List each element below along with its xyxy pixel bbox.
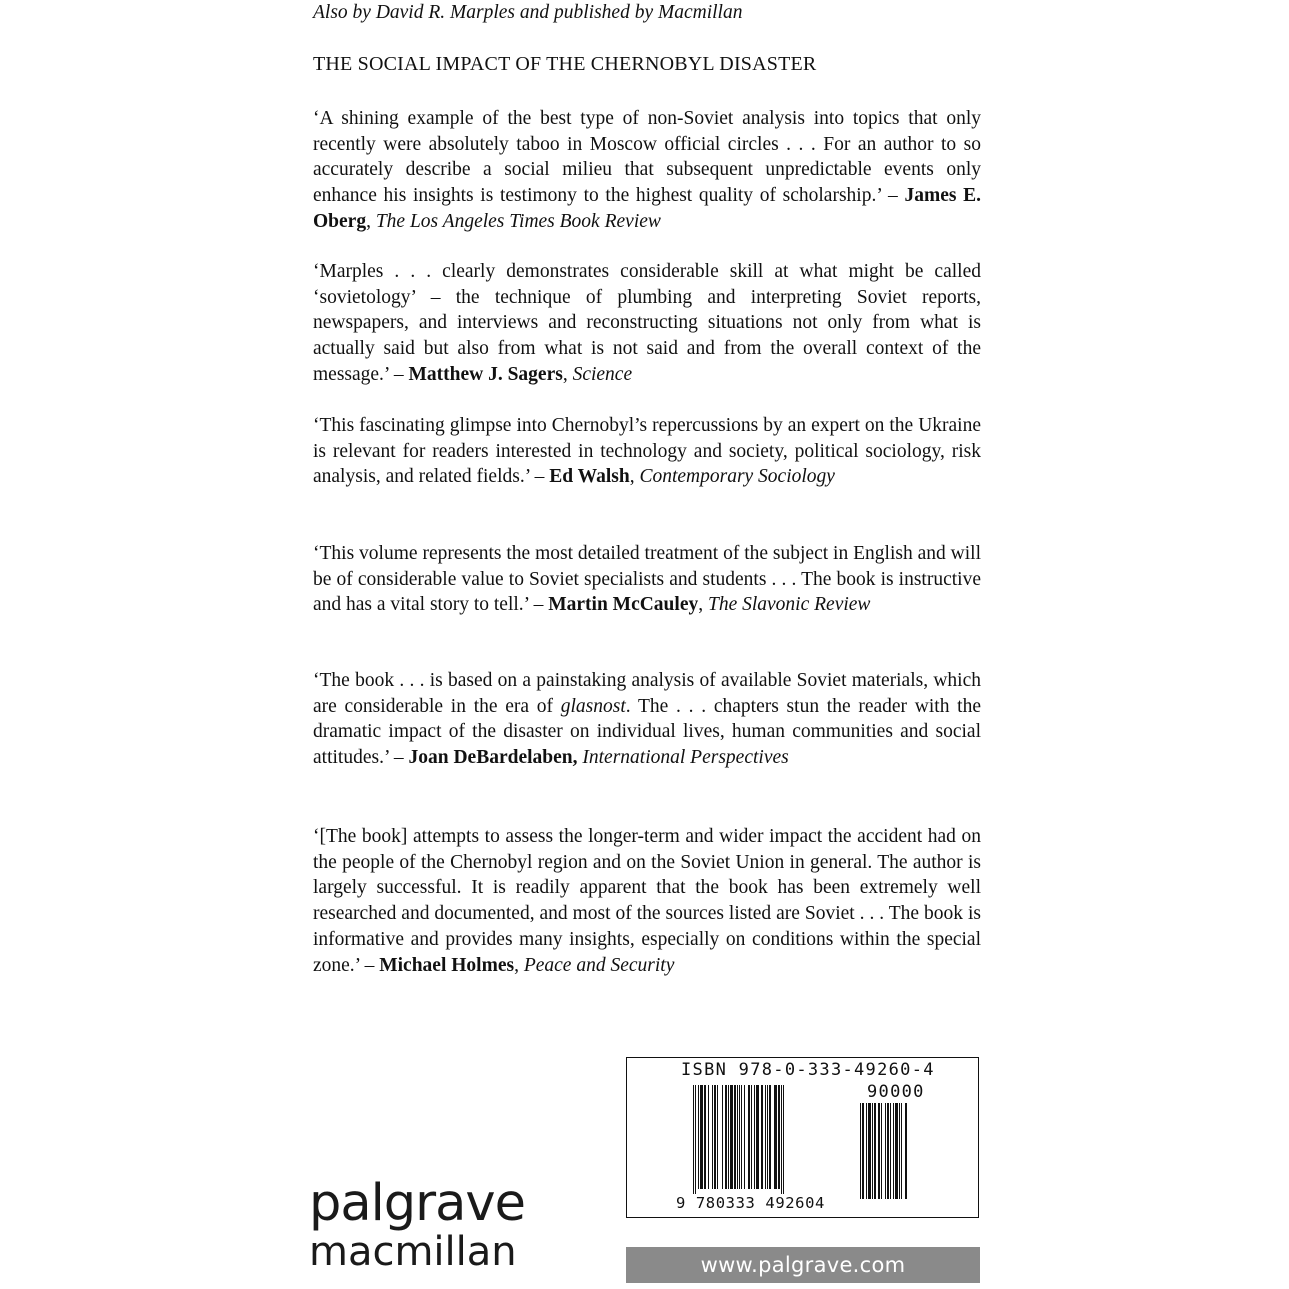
review-text: ‘The book . . . is based on a painstaking analysis of available Soviet materials, which are considerable in the era of (313, 670, 981, 717)
barcode-bar (862, 1103, 864, 1199)
review-author: James E. Oberg (313, 185, 982, 232)
barcode-bar (695, 1085, 696, 1199)
barcode-bar (783, 1085, 784, 1199)
barcode-bar (866, 1103, 867, 1199)
review-author: Michael Holmes (379, 954, 515, 976)
barcode-bar (725, 1085, 727, 1189)
barcode-bar (769, 1085, 771, 1189)
isbn-barcode (626, 1057, 979, 1218)
review-1: ‘A shining example of the best type of non-Soviet analysis into topics that only recently were absolutely taboo in Moscow official circles . . . For an author to so accurately describe a social milieu that subsequent unpredictable events only enhance his insights is testimony to the highest quality of scholarship.’ – James E. Oberg, The Los Angeles Times Book Review (313, 108, 982, 232)
review-2: ‘Marples . . . clearly demonstrates considerable skill at what might be called ‘sovietology’ – the technique of plumbing and interpreting Soviet reports, newspapers, and interviews and reconstructing situations not only from what is actually said but also from what is not said and from the overall context of the message.’ – Matthew J. Sagers, Science (313, 261, 981, 385)
review-text: ‘This fascinating glimpse into Chernobyl’s repercussions by an expert on the Ukraine is relevant for readers interested in technology and society, political sociology, risk analysis, and related fields.’ – (313, 415, 981, 488)
review-3: ‘This fascinating glimpse into Chernobyl’s repercussions by an expert on the Ukraine is relevant for readers interested in technology and society, political sociology, risk analysis, and related fields.’ – Ed Walsh, Contemporary Sociology (313, 415, 981, 488)
review-author: Martin McCauley (548, 594, 699, 616)
review-6: ‘[The book] attempts to assess the longer-term and wider impact the accident had on the people of the Chernobyl region and on the Soviet Union in general. The author is largely successful. It is readily apparent that the book has been extremely well researched and documented, and most of the sources listed are Soviet . . . The book is informative and provides many insights, especially on conditions within the special zone.’ – Michael Holmes, Peace and Security (313, 826, 981, 976)
barcode-bar (728, 1085, 729, 1189)
barcode-bar (708, 1085, 709, 1189)
barcode-bar (739, 1085, 740, 1189)
logo-palgrave: palgrave (309, 1174, 525, 1233)
review-text: ‘A shining example of the best type of non-Soviet analysis into topics that only recently were absolutely taboo in Moscow official circles . . . For an author to so accurately describe a social milieu that subsequent unpredictable events only enhance his insights is testimony to the highest quality of scholarship.’ – (313, 108, 981, 207)
review-text: . The . . . chapters stun the reader with the dramatic impact of the disaster on individual lives, human communities and social attitudes.’ – (313, 695, 981, 769)
barcode-bar (881, 1103, 882, 1199)
review-source: Peace and Security (523, 954, 675, 976)
publisher-url[interactable]: www.palgrave.com (626, 1247, 980, 1283)
barcode-bar (895, 1103, 898, 1199)
barcode-bar (868, 1103, 871, 1199)
barcode-bar (874, 1103, 876, 1199)
barcode-addon-number: 90000 (867, 1082, 925, 1102)
barcode-bar (712, 1085, 713, 1189)
barcode-number: 9 780333 492604 (676, 1194, 825, 1212)
review-author: Joan DeBardelaben, (408, 747, 578, 769)
logo-macmillan: macmillan (309, 1229, 517, 1275)
publisher-logo (309, 1174, 525, 1275)
barcode-bar (899, 1103, 900, 1199)
review-source: Contemporary Sociology (639, 466, 835, 488)
barcode-bar (761, 1085, 763, 1189)
review-emphasis: glasnost (560, 695, 626, 717)
barcode-bar (737, 1085, 738, 1189)
barcode-bar (765, 1085, 766, 1189)
barcode-bar (730, 1085, 733, 1189)
review-source: International Perspectives (582, 747, 789, 769)
barcode-bar (700, 1085, 703, 1189)
barcode-bar (781, 1085, 782, 1199)
review-text: ‘[The book] attempts to assess the longer-term and wider impact the accident had on the people of the Chernobyl region and on the Soviet Union in general. The author is largely successful. It is readily apparent that the book has been extremely well researched and documented, and most of the sources listed are Soviet . . . The book is informative and provides many insights, especially on conditions within the special zone.’ – (313, 826, 981, 976)
review-author: Matthew J. Sagers (408, 363, 563, 385)
also-by-line: Also by David R. Marples and published by Macmillan (313, 2, 743, 23)
book-title: THE SOCIAL IMPACT OF THE CHERNOBYL DISASTER (313, 53, 817, 75)
barcode-bar (893, 1103, 894, 1199)
barcode-bar (905, 1103, 907, 1199)
barcode-bar (878, 1103, 880, 1199)
review-author: Ed Walsh (549, 466, 630, 488)
review-text: ‘This volume represents the most detailed treatment of the subject in English and will be of considerable value to Soviet specialists and students . . . The book is instructive and has a vital story to tell.’ – (313, 543, 981, 616)
barcode-bar (693, 1085, 694, 1199)
barcode-bar (885, 1103, 886, 1199)
barcode-bar (722, 1085, 723, 1189)
barcode-bar (774, 1085, 777, 1189)
barcode-bar (717, 1085, 718, 1189)
barcode-bar (698, 1085, 699, 1189)
barcode-bar (872, 1103, 873, 1199)
review-4: ‘This volume represents the most detailed treatment of the subject in English and will be of considerable value to Soviet specialists and students . . . The book is instructive and has a vital story to tell.’ – Martin McCauley, The Slavonic Review (313, 543, 981, 616)
barcode-bar (767, 1085, 768, 1189)
review-5 (313, 668, 981, 771)
barcode-bar (860, 1103, 861, 1199)
barcode-bar (704, 1085, 706, 1189)
barcode-bar (748, 1085, 750, 1189)
barcode-bar (887, 1103, 889, 1199)
isbn-label: ISBN 978-0-333-49260-4 (681, 1060, 935, 1080)
barcode-bar (744, 1085, 745, 1189)
barcode-bar (734, 1085, 736, 1189)
barcode-bar (901, 1103, 902, 1199)
barcode-bar (890, 1103, 891, 1199)
barcode-bars (693, 1085, 853, 1203)
barcode-bar (751, 1085, 752, 1189)
barcode-addon-bars (860, 1103, 940, 1201)
barcode-bar (741, 1085, 742, 1189)
review-text: ‘Marples . . . clearly demonstrates considerable skill at what might be called ‘sovietology’ – the technique of plumbing and interpreting Soviet reports, newspapers, and interviews and reconstructing situations not only from what is actually said but also from what is not said and from the overall context of the message.’ – (313, 261, 981, 385)
barcode-bar (778, 1085, 780, 1189)
review-source: The Los Angeles Times Book Review (375, 210, 661, 232)
review-source: Science (572, 363, 633, 385)
barcode-bar (756, 1085, 759, 1189)
barcode-bar (714, 1085, 716, 1189)
barcode-bar (754, 1085, 755, 1189)
review-source: The Slavonic Review (707, 594, 871, 616)
